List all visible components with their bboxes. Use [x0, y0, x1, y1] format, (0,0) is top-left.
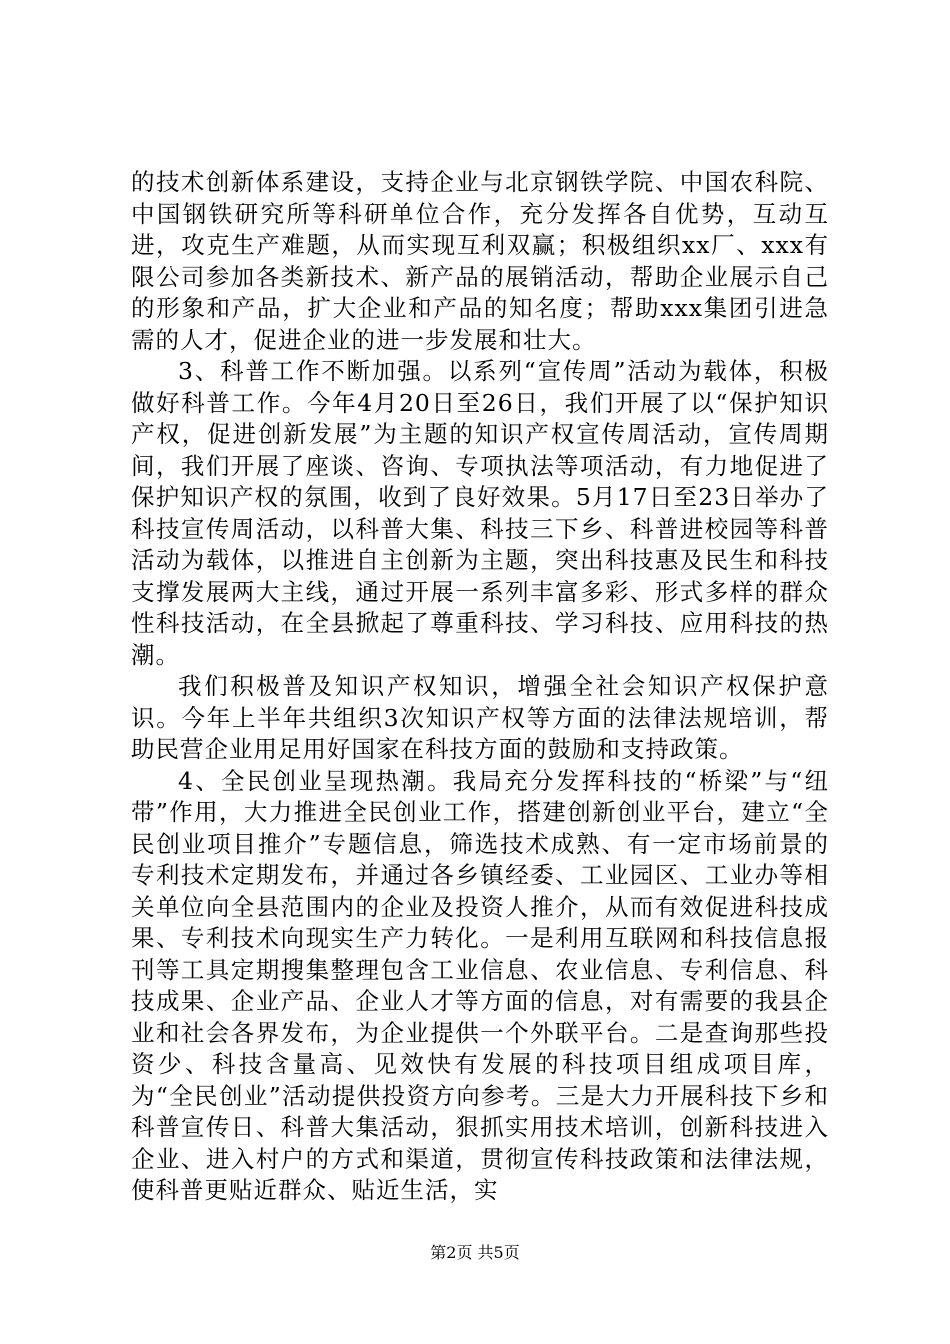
page-number-footer: 第2页 共5页 [430, 1243, 520, 1262]
paragraph-2: 3、科普工作不断加强。以系列“宣传周”活动为载体，积极做好科普工作。今年4月20日至26日，我们开展了以“保护知识产权，促进创新发展”为主题的知识产权宣传周活动，宣传周期间，我们开展了座谈、咨询、专项执法等项活动，有力地促进了保护知识产权的氛围，收到了良好效果。5月17日至23日举办了科技宣传周活动，以科普大集、科技三下乡、科普进校园等科普活动为载体，以推进自主创新为主题，突出科技惠及民生和科技支撑发展两大主线，通过开展一系列丰富多彩、形式多样的群众性科技活动，在全县掀起了尊重科技、学习科技、应用科技的热潮。 [131, 357, 829, 669]
paragraph-4: 4、全民创业呈现热潮。我局充分发挥科技的“桥梁”与“纽带”作用，大力推进全民创业工作，搭建创新创业平台，建立“全民创业项目推介”专题信息，筛选技术成熟、有一定市场前景的专利技术定期发布，并通过各乡镇经委、工业园区、工业办等相关单位向全县范围内的企业及投资人推介，从而有效促进科技成果、专利技术向现实生产力转化。一是利用互联网和科技信息报刊等工具定期搜集整理包含工业信息、农业信息、专利信息、科技成果、企业产品、企业人才等方面的信息，对有需要的我县企业和社会各界发布，为企业提供一个外联平台。二是查询那些投资少、科技含量高、见效快有发展的科技项目组成项目库，为“全民创业”活动提供投资方向参考。三是大力开展科技下乡和科普宣传日、科普大集活动，狠抓实用技术培训，创新科技进入企业、进入村户的方式和渠道，贯彻宣传科技政策和法律法规，使科普更贴近群众、贴近生活，实 [131, 766, 829, 1204]
paragraph-3: 我们积极普及知识产权知识，增强全社会知识产权保护意识。今年上半年共组织3次知识产权等方面的法律法规培训，帮助民营企业用足用好国家在科技方面的鼓励和支持政策。 [131, 672, 829, 763]
document-body [131, 167, 829, 1207]
paragraph-1: 的技术创新体系建设，支持企业与北京钢铁学院、中国农科院、中国钢铁研究所等科研单位合作，充分发挥各自优势，互动互进，攻克生产难题，从而实现互利双赢；积极组织xx厂、xxx有限公司参加各类新技术、新产品的展销活动，帮助企业展示自己的形象和产品，扩大企业和产品的知名度；帮助xxx集团引进急需的人才，促进企业的进一步发展和壮大。 [131, 168, 829, 354]
